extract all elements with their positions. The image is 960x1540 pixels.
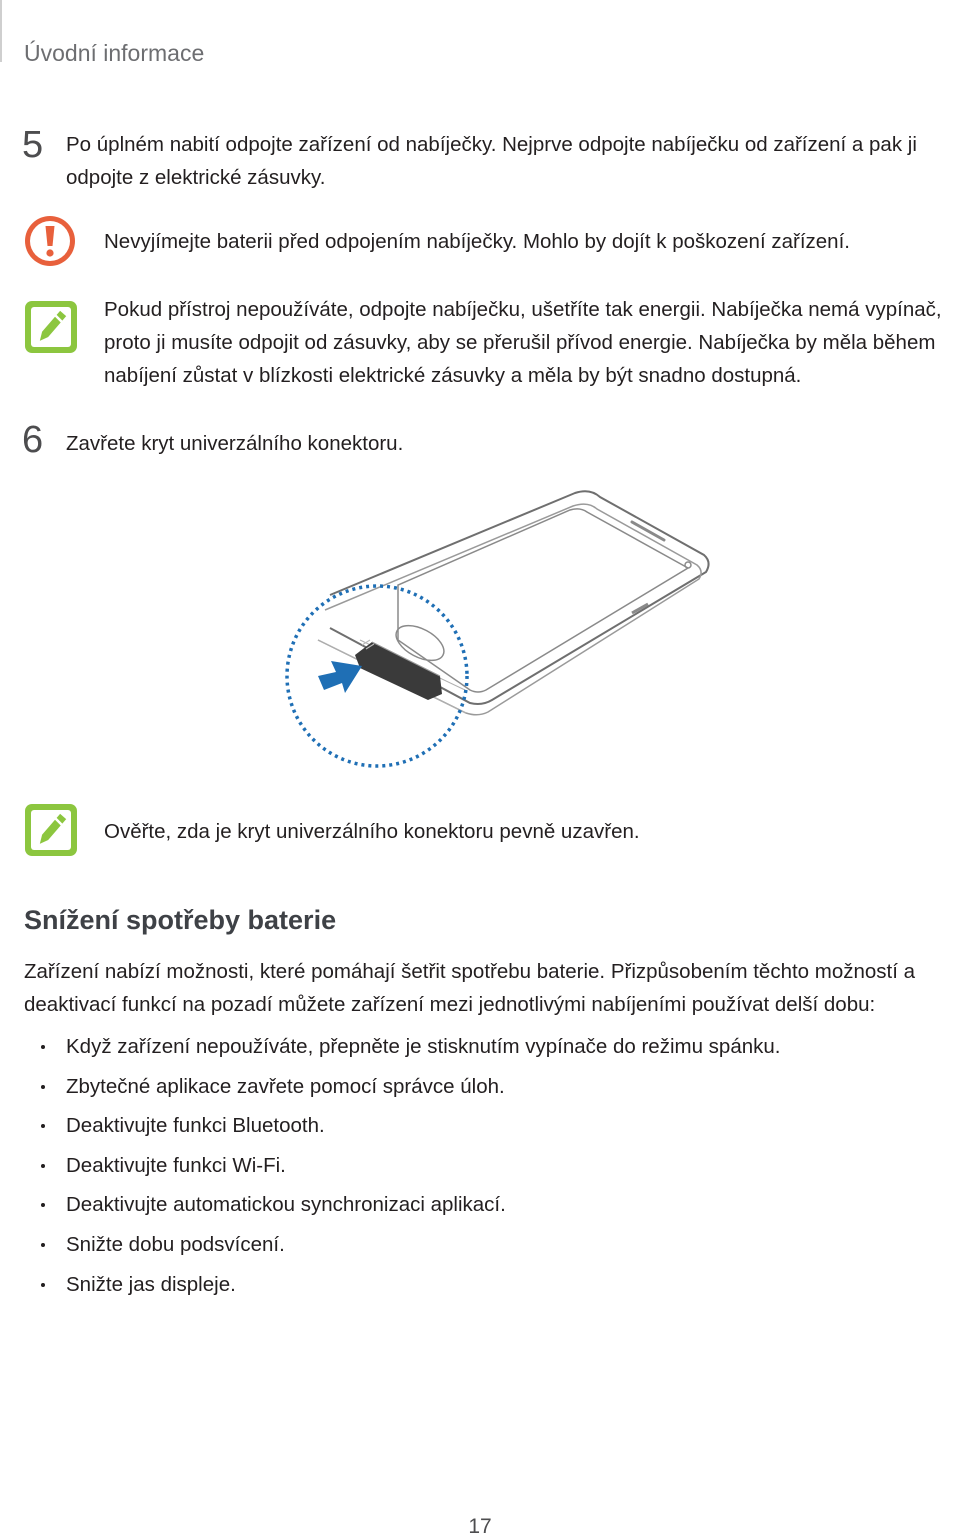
step-number-6: 6	[22, 419, 44, 461]
step-number-5: 5	[22, 124, 44, 166]
section-header: Úvodní informace	[24, 40, 205, 66]
list-item: Když zařízení nepoužíváte, přepněte je stisknutím vypínače do režimu spánku.	[24, 1030, 944, 1070]
page-number: 17	[468, 1515, 492, 1538]
bullet-icon	[41, 1283, 45, 1287]
list-item: Snižte dobu podsvícení.	[24, 1228, 944, 1268]
list-item: Zbytečné aplikace zavřete pomocí správce úloh.	[24, 1070, 944, 1110]
phone-connector-illustration	[280, 485, 720, 775]
bullet-icon	[41, 1085, 45, 1089]
battery-tips-list	[24, 1030, 944, 1307]
section-title: Snížení spotřeby baterie	[24, 905, 337, 935]
power-tip-text: Pokud přístroj nepoužíváte, odpojte nabíječku, ušetříte tak energii. Nabíječka nemá vypínač, proto ji musíte odpojit od zásuvky, aby se přerušil přívod energie. Nabíječka by měla během nabíjení zůstat v blízkosti elektrické zásuvky a měla by být snadno dostupná.	[104, 298, 942, 387]
bullet-icon	[41, 1243, 45, 1247]
bullet-icon	[41, 1203, 45, 1207]
page-edge-rule	[0, 0, 2, 62]
step-6-text: Zavřete kryt univerzálního konektoru.	[66, 432, 404, 455]
bullet-icon	[41, 1045, 45, 1049]
list-item: Deaktivujte funkci Bluetooth.	[24, 1109, 944, 1149]
caution-note-text: Nevyjímejte baterii před odpojením nabíječky. Mohlo by dojít k poškození zařízení.	[104, 230, 850, 253]
list-item: Deaktivujte funkci Wi-Fi.	[24, 1149, 944, 1189]
cover-tip-text: Ověřte, zda je kryt univerzálního konektoru pevně uzavřen.	[104, 820, 640, 843]
bullet-icon	[41, 1124, 45, 1128]
pencil-note-icon	[24, 300, 78, 354]
caution-exclamation-icon	[23, 214, 77, 268]
list-item: Deaktivujte automatickou synchronizaci aplikací.	[24, 1188, 944, 1228]
bullet-icon	[41, 1164, 45, 1168]
list-item: Snižte jas displeje.	[24, 1268, 944, 1308]
section-intro: Zařízení nabízí možnosti, které pomáhají šetřit spotřebu baterie. Přizpůsobením těchto možností a deaktivací funkcí na pozadí můžete zařízení mezi jednotlivými nabíjeními používat delší dobu:	[24, 960, 916, 1016]
pencil-note-icon-2	[24, 803, 78, 857]
step-5-text: Po úplném nabití odpojte zařízení od nabíječky. Nejprve odpojte nabíječku od zařízení a pak ji odpojte z elektrické zásuvky.	[66, 133, 917, 189]
